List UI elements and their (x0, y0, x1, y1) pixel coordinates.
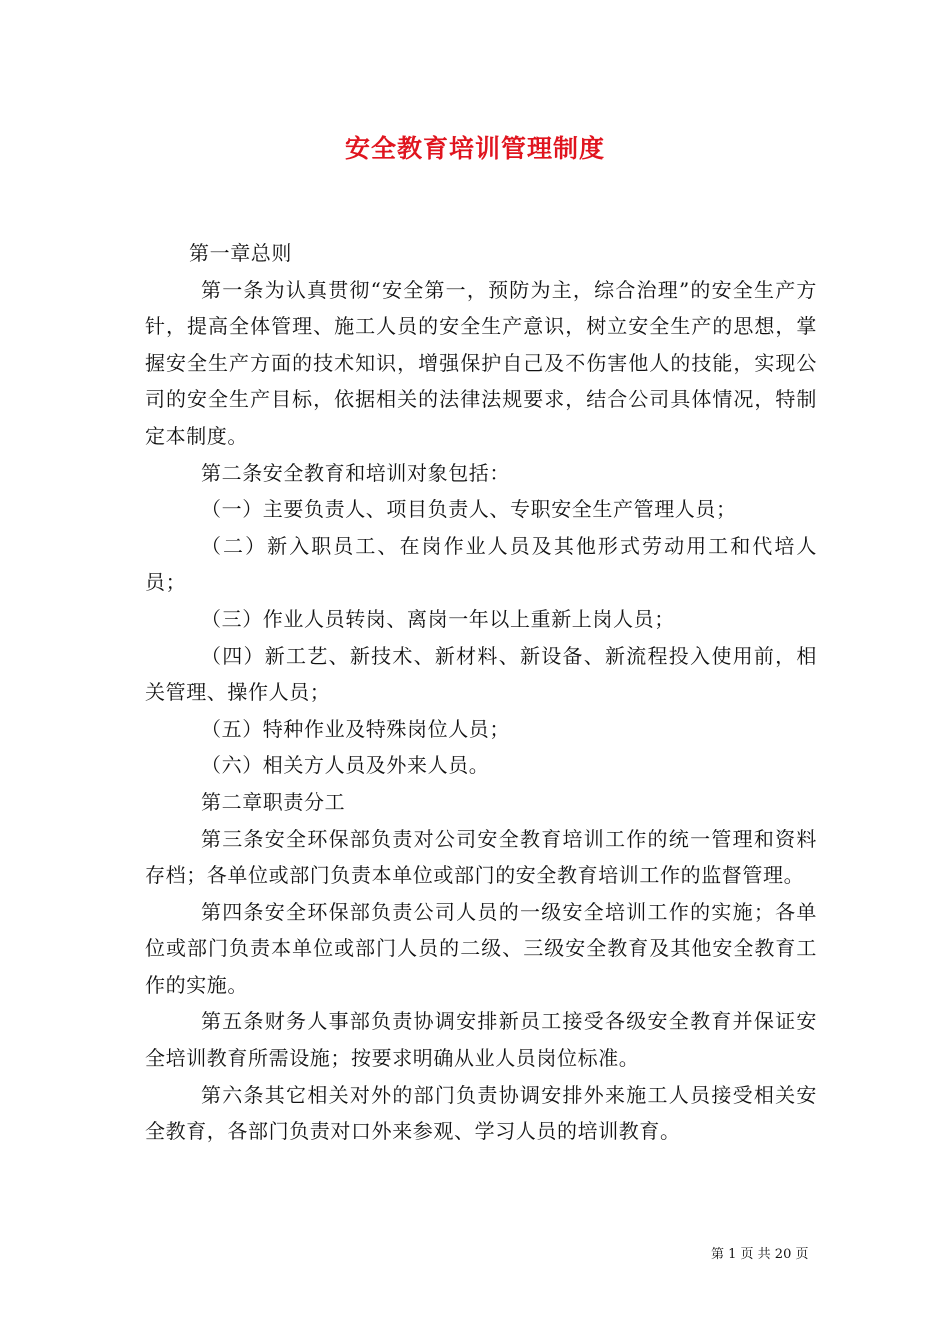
article-paragraph: 第三条安全环保部负责对公司安全教育培训工作的统一管理和资料存档；各单位或部门负责本单位或部门的安全教育培训工作的监督管理。 (145, 826, 817, 888)
article-paragraph: 第一条为认真贯彻“安全第一，预防为主，综合治理”的安全生产方针，提高全体管理、施工人员的安全生产意识，树立安全生产的思想，掌握安全生产方面的技术知识，增强保护自己及不伤害他人的技能，实现公司的安全生产目标，依据相关的法律法规要求，结合公司具体情况，特制定本制度。 (145, 277, 817, 448)
article-paragraph: 第五条财务人事部负责协调安排新员工接受各级安全教育并保证安全培训教育所需设施；按要求明确从业人员岗位标准。 (145, 1009, 817, 1071)
document-title: 安全教育培训管理制度 (344, 134, 605, 163)
chapter-heading: 第一章总则 (189, 241, 292, 265)
article-paragraph: 第四条安全环保部负责公司人员的一级安全培训工作的实施；各单位或部门负责本单位或部门人员的二级、三级安全教育及其他安全教育工作的实施。 (145, 899, 817, 997)
list-item: （一）主要负责人、项目负责人、专职安全生产管理人员； (201, 497, 737, 522)
article-paragraph: 第六条其它相关对外的部门负责协调安排外来施工人员接受相关安全教育，各部门负责对口外来参观、学习人员的培训教育。 (145, 1082, 817, 1144)
list-item: （六）相关方人员及外来人员。 (201, 753, 490, 778)
list-item: （五）特种作业及特殊岗位人员； (201, 716, 510, 741)
list-item: （四）新工艺、新技术、新材料、新设备、新流程投入使用前，相关管理、操作人员； (145, 643, 817, 705)
document-body (145, 235, 817, 1150)
list-item: （二）新入职员工、在岗作业人员及其他形式劳动用工和代培人员； (145, 533, 817, 595)
list-item: （三）作业人员转岗、离岗一年以上重新上岗人员； (201, 606, 675, 631)
article-paragraph: 第二条安全教育和培训对象包括： (201, 460, 510, 485)
chapter-heading: 第二章职责分工 (201, 789, 346, 814)
page-number: 第 1 页 共 20 页 (711, 1247, 809, 1262)
